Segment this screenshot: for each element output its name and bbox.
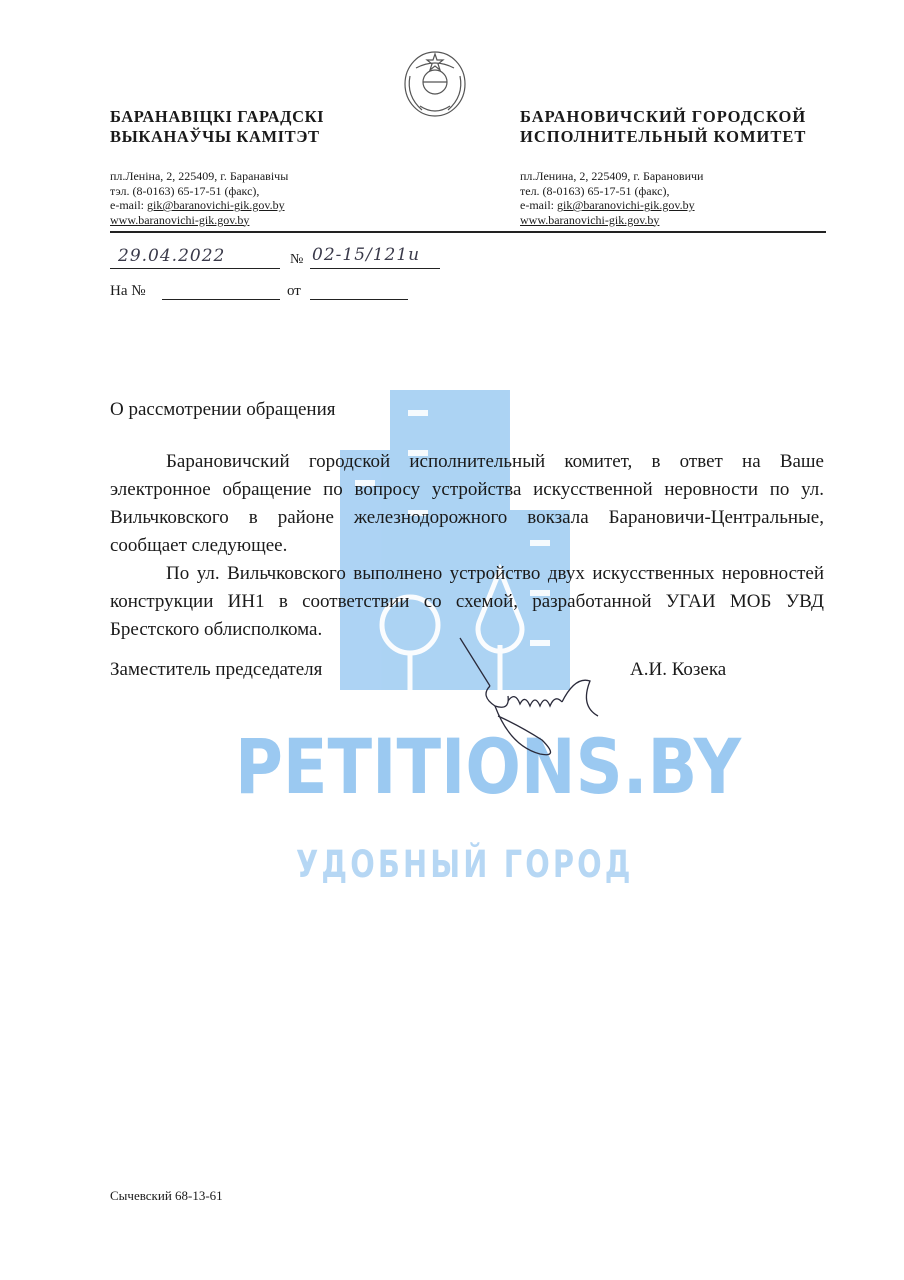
contacts-belarusian [110,169,410,227]
org-name-belarusian [110,107,410,147]
org-name-russian [520,107,850,147]
header-divider [110,231,826,233]
outgoing-date: 29.04.2022 [118,246,226,266]
org-name-line: ВЫКАНАЎЧЫ КАМІТЭТ [110,127,320,146]
phone: тэл. (8-0163) 65-17-51 (факс), [110,183,260,198]
website-link[interactable]: www.baranovichi-gik.gov.by [520,212,660,227]
email-line [110,198,410,213]
address: пл.Леніна, 2, 225409, г. Баранавічы [110,169,289,183]
body-paragraph: По ул. Вильчковского выполнено устройство двух искусственных неровностей конструкции ИН1 в соответствии со схемой, разработанной УГАИ МОБ УВД Брестского облисполкома. [110,563,824,640]
org-name-line: БАРАНОВИЧСКИЙ ГОРОДСКОЙ [520,107,807,126]
handwritten-signature-icon [450,636,610,766]
executor-info: Сычевский 68-13-61 [110,1188,223,1203]
outgoing-number: 02-15/121и [312,245,421,265]
number-sign: № [290,252,304,267]
email-line [520,198,820,213]
reply-number-underline [162,299,280,300]
date-underline [110,268,280,269]
contacts-russian [520,169,820,227]
body-paragraph: Барановичский городской исполнительный комитет, в ответ на Ваше электронное обращение по вопросу устройства искусственной неровности по ул. Вильчковского в районе железнодорожного вокзала Барановичи-Центральные, сообщает следующее. [110,451,824,556]
email-label: e-mail: [110,198,147,212]
org-name-line: ИСПОЛНИТЕЛЬНЫЙ КОМИТЕТ [520,127,807,146]
from-date-underline [310,299,408,300]
email-link[interactable]: gik@baranovichi-gik.gov.by [146,198,285,212]
watermark-subtitle: УДОБНЫЙ ГОРОД [296,843,634,886]
address: пл.Ленина, 2, 225409, г. Барановичи [520,169,704,183]
email-link[interactable]: gik@baranovichi-gik.gov.by [556,198,695,212]
signer-position: Заместитель председателя [110,659,323,680]
org-name-line: БАРАНАВІЦКІ ГАРАДСКІ [110,107,325,126]
email-label: e-mail: [520,198,557,212]
number-underline [310,268,440,269]
signer-name: А.И. Козека [630,659,727,680]
website-link[interactable]: www.baranovichi-gik.gov.by [110,212,250,227]
letter-body [110,448,824,644]
reply-to-label: На № [110,283,146,299]
watermark-title: PETITIONS.BY [235,722,742,811]
from-label: от [287,283,301,299]
letter-subject: О рассмотрении обращения [110,399,336,420]
phone: тел. (8-0163) 65-17-51 (факс), [520,183,670,198]
